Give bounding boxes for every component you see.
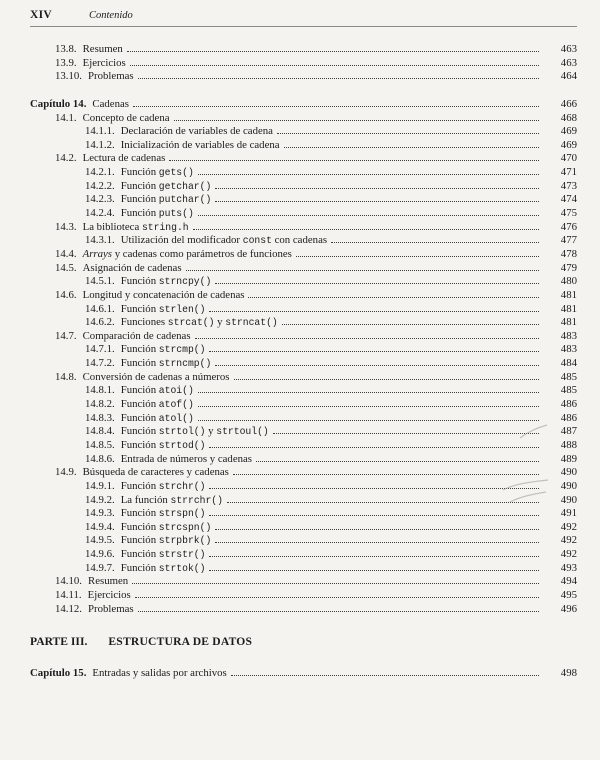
entry-page-number: 478	[560, 247, 577, 260]
toc-entry	[30, 398, 577, 412]
entry-number: 14.8.1.	[85, 384, 115, 397]
dot-leader	[227, 502, 539, 503]
toc-entry	[30, 139, 577, 153]
entry-page-number: 490	[560, 479, 577, 492]
entry-title: Funciones strcat() y strncat()	[120, 316, 278, 329]
entry-number: 14.9.	[55, 466, 77, 479]
dot-leader	[234, 379, 539, 380]
entry-page-number: 490	[560, 466, 577, 479]
entry-title: Función strcmp()	[120, 343, 206, 356]
toc-entry	[30, 412, 577, 426]
entry-number: 14.8.2.	[85, 398, 115, 411]
toc-entry	[30, 125, 577, 139]
entry-title: Resumen	[82, 43, 123, 55]
entry-title: Función strtol() y strtoul()	[120, 425, 269, 438]
toc-entry	[30, 343, 577, 357]
entry-number: 14.1.2.	[85, 138, 115, 151]
entry-title: Inicialización de variables de cadena	[120, 138, 280, 151]
entry-number: 14.9.1.	[85, 479, 115, 492]
toc-entry	[30, 316, 577, 330]
entry-page-number: 485	[560, 370, 577, 383]
entry-title: Ejercicios	[87, 588, 131, 601]
part-heading-title: ESTRUCTURA DE DATOS	[108, 635, 253, 649]
entry-page-number: 493	[560, 561, 577, 574]
entry-title: Resumen	[88, 575, 129, 588]
part-heading-label: PARTE III.	[30, 635, 88, 649]
toc-entry	[30, 371, 577, 385]
entry-title: Función atof()	[120, 398, 194, 411]
entry-number: 14.7.2.	[85, 357, 115, 370]
toc-entry	[30, 70, 577, 84]
dot-leader	[215, 283, 539, 284]
entry-title: Función strpbrk()	[120, 534, 212, 547]
entry-page-number: 483	[560, 329, 577, 342]
entry-page-number: 496	[560, 602, 577, 615]
toc-entry	[30, 603, 577, 617]
entry-title: Entradas y salidas por archivos	[92, 667, 227, 680]
entry-page-number: 489	[560, 452, 577, 465]
entry-title: Función putchar()	[120, 193, 212, 206]
entry-number: 14.9.5.	[85, 534, 115, 547]
dot-leader	[130, 65, 539, 66]
entry-page-number: 466	[560, 97, 577, 110]
dot-leader	[198, 174, 539, 175]
entry-title: La función strrchr()	[120, 493, 223, 506]
entry-title: Declaración de variables de cadena	[120, 125, 273, 138]
dot-leader	[284, 147, 539, 148]
part-heading	[30, 635, 577, 649]
toc-entry	[30, 152, 577, 166]
dot-leader	[198, 420, 539, 421]
toc-entry	[30, 221, 577, 235]
entry-page-number: 468	[560, 111, 577, 124]
toc-entry	[30, 275, 577, 289]
entry-page-number: 488	[560, 438, 577, 451]
entry-title: Función strstr()	[120, 548, 206, 561]
dot-leader	[215, 365, 539, 366]
entry-page-number: 491	[560, 507, 577, 520]
dot-leader	[248, 297, 539, 298]
dot-leader	[282, 324, 539, 325]
toc-entry	[30, 562, 577, 576]
entry-title: Problemas	[88, 70, 134, 83]
dot-leader	[138, 78, 539, 79]
entry-number: 14.10.	[55, 575, 82, 588]
entry-page-number: 481	[560, 316, 577, 329]
dot-leader	[233, 474, 539, 475]
toc-entry	[30, 248, 577, 262]
entry-number: Capítulo 15.	[30, 667, 87, 680]
entry-number: 14.9.7.	[85, 561, 115, 574]
page-header-title: Contenido	[89, 10, 133, 21]
toc-entry	[30, 330, 577, 344]
toc-entry	[30, 262, 577, 276]
toc-entry	[30, 494, 577, 508]
toc-entry	[30, 180, 577, 194]
toc-spacer	[30, 84, 577, 98]
dot-leader	[209, 488, 539, 489]
entry-number: 14.8.5.	[85, 438, 115, 451]
entry-title: Asignación de cadenas	[82, 261, 182, 274]
entry-page-number: 463	[560, 43, 577, 55]
entry-title: Función getchar()	[120, 179, 212, 192]
dot-leader	[209, 570, 539, 571]
entry-page-number: 469	[560, 125, 577, 138]
entry-number: 14.1.1.	[85, 125, 115, 138]
entry-title: Cadenas	[92, 97, 129, 110]
toc-entry	[30, 425, 577, 439]
entry-number: 14.12.	[55, 602, 82, 615]
toc-entry	[30, 57, 577, 71]
entry-number: 13.8.	[55, 43, 77, 55]
entry-page-number: 484	[560, 357, 577, 370]
entry-number: 13.10.	[55, 70, 82, 83]
entry-title: Función atoi()	[120, 384, 194, 397]
entry-number: 14.8.4.	[85, 425, 115, 438]
entry-title: Ejercicios	[82, 56, 126, 69]
entry-number: 14.5.	[55, 261, 77, 274]
toc-entry	[30, 667, 577, 681]
entry-title: Función puts()	[120, 207, 194, 220]
toc-entry	[30, 439, 577, 453]
dot-leader	[193, 229, 539, 230]
entry-number: 14.7.1.	[85, 343, 115, 356]
entry-title: Función strspn()	[120, 507, 206, 520]
entry-page-number: 464	[560, 70, 577, 83]
entry-page-number: 475	[560, 207, 577, 220]
entry-page-number: 485	[560, 384, 577, 397]
entry-number: 14.2.3.	[85, 193, 115, 206]
entry-page-number: 473	[560, 179, 577, 192]
dot-leader	[169, 160, 539, 161]
entry-number: 14.1.	[55, 111, 77, 124]
entry-title: Función strtod()	[120, 438, 206, 451]
entry-number: 14.4.	[55, 247, 77, 260]
entry-number: 14.8.3.	[85, 411, 115, 424]
page-number: XIV	[30, 9, 52, 21]
entry-page-number: 498	[560, 667, 577, 680]
entry-title: Función strchr()	[120, 479, 206, 492]
entry-page-number: 487	[560, 425, 577, 438]
dot-leader	[215, 188, 539, 189]
dot-leader	[273, 433, 539, 434]
toc-spacer	[30, 616, 577, 635]
entry-page-number: 469	[560, 138, 577, 151]
entry-title: Problemas	[88, 602, 134, 615]
toc-entry	[30, 548, 577, 562]
dot-leader	[186, 270, 539, 271]
entry-title: Comparación de cadenas	[82, 329, 191, 342]
toc-entry	[30, 166, 577, 180]
entry-number: 14.9.3.	[85, 507, 115, 520]
entry-number: 14.7.	[55, 329, 77, 342]
entry-title: Función atol()	[120, 411, 194, 424]
entry-number: 14.8.6.	[85, 452, 115, 465]
entry-page-number: 471	[560, 166, 577, 179]
dot-leader	[215, 201, 539, 202]
dot-leader	[209, 515, 539, 516]
toc-entry	[30, 480, 577, 494]
entry-page-number: 470	[560, 152, 577, 165]
entry-page-number: 477	[560, 234, 577, 247]
dot-leader	[215, 542, 539, 543]
toc-entry	[30, 207, 577, 221]
dot-leader	[209, 447, 539, 448]
entry-number: 14.3.1.	[85, 234, 115, 247]
toc-entry	[30, 466, 577, 480]
entry-number: 14.6.	[55, 288, 77, 301]
toc-entry	[30, 43, 577, 57]
dot-leader	[331, 242, 539, 243]
toc-entry	[30, 303, 577, 317]
dot-leader	[198, 215, 539, 216]
dot-leader	[138, 611, 539, 612]
dot-leader	[296, 256, 539, 257]
entry-number: Capítulo 14.	[30, 97, 87, 110]
entry-page-number: 483	[560, 343, 577, 356]
entry-title: Utilización del modificador const con cadenas	[120, 234, 328, 247]
dot-leader	[198, 392, 539, 393]
dot-leader	[174, 120, 539, 121]
entry-page-number: 495	[560, 588, 577, 601]
entry-title: Función strcspn()	[120, 520, 212, 533]
toc-entry	[30, 357, 577, 371]
toc-entry	[30, 589, 577, 603]
entry-page-number: 492	[560, 548, 577, 561]
entry-title: Función strncpy()	[120, 275, 212, 288]
entry-number: 14.2.2.	[85, 179, 115, 192]
dot-leader	[135, 597, 539, 598]
dot-leader	[195, 338, 539, 339]
entry-number: 14.6.1.	[85, 302, 115, 315]
entry-page-number: 481	[560, 288, 577, 301]
dot-leader	[215, 529, 539, 530]
toc-entry	[30, 521, 577, 535]
entry-number: 14.5.1.	[85, 275, 115, 288]
dot-leader	[133, 106, 539, 107]
entry-page-number: 492	[560, 534, 577, 547]
toc-spacer	[30, 649, 577, 667]
entry-number: 14.2.4.	[85, 207, 115, 220]
entry-page-number: 480	[560, 275, 577, 288]
entry-title: Longitud y concatenación de cadenas	[82, 288, 245, 301]
dot-leader	[127, 51, 539, 52]
toc-entry	[30, 234, 577, 248]
entry-number: 14.8.	[55, 370, 77, 383]
entry-title: Función strncmp()	[120, 357, 212, 370]
entry-number: 14.11.	[55, 588, 82, 601]
entry-title: Concepto de cadena	[82, 111, 170, 124]
entry-page-number: 476	[560, 220, 577, 233]
dot-leader	[132, 583, 539, 584]
entry-title: Función strtok()	[120, 561, 206, 574]
entry-page-number: 490	[560, 493, 577, 506]
dot-leader	[231, 675, 539, 676]
entry-page-number: 486	[560, 411, 577, 424]
entry-number: 14.2.1.	[85, 166, 115, 179]
entry-title: Función strlen()	[120, 302, 206, 315]
dot-leader	[209, 351, 539, 352]
toc-entry	[30, 193, 577, 207]
entry-title: Entrada de números y cadenas	[120, 452, 253, 465]
entry-number: 14.6.2.	[85, 316, 115, 329]
toc-entry	[30, 534, 577, 548]
entry-title: Búsqueda de caracteres y cadenas	[82, 466, 229, 479]
dot-leader	[198, 406, 539, 407]
entry-number: 14.9.4.	[85, 520, 115, 533]
toc-entry	[30, 289, 577, 303]
toc-entry	[30, 453, 577, 467]
entry-number: 14.2.	[55, 152, 77, 165]
entry-title: Arrays y cadenas como parámetros de funciones	[82, 247, 292, 260]
running-header	[30, 9, 577, 27]
dot-leader	[209, 311, 539, 312]
entry-page-number: 492	[560, 520, 577, 533]
dot-leader	[256, 461, 539, 462]
entry-page-number: 463	[560, 56, 577, 69]
dot-leader	[209, 556, 539, 557]
entry-page-number: 494	[560, 575, 577, 588]
entry-page-number: 486	[560, 398, 577, 411]
entry-page-number: 479	[560, 261, 577, 274]
dot-leader	[277, 133, 539, 134]
toc-entry	[30, 98, 577, 112]
entry-title: Función gets()	[120, 166, 194, 179]
toc-entry	[30, 384, 577, 398]
entry-number: 13.9.	[55, 56, 77, 69]
toc-entry	[30, 507, 577, 521]
entry-title: Lectura de cadenas	[82, 152, 166, 165]
entry-number: 14.9.6.	[85, 548, 115, 561]
entry-page-number: 474	[560, 193, 577, 206]
toc-entry	[30, 112, 577, 126]
toc-entry	[30, 575, 577, 589]
entry-number: 14.9.2.	[85, 493, 115, 506]
entry-page-number: 481	[560, 302, 577, 315]
entry-number: 14.3.	[55, 220, 77, 233]
entry-title: Conversión de cadenas a números	[82, 370, 230, 383]
entry-title: La biblioteca string.h	[82, 220, 189, 233]
toc-list	[30, 43, 577, 681]
